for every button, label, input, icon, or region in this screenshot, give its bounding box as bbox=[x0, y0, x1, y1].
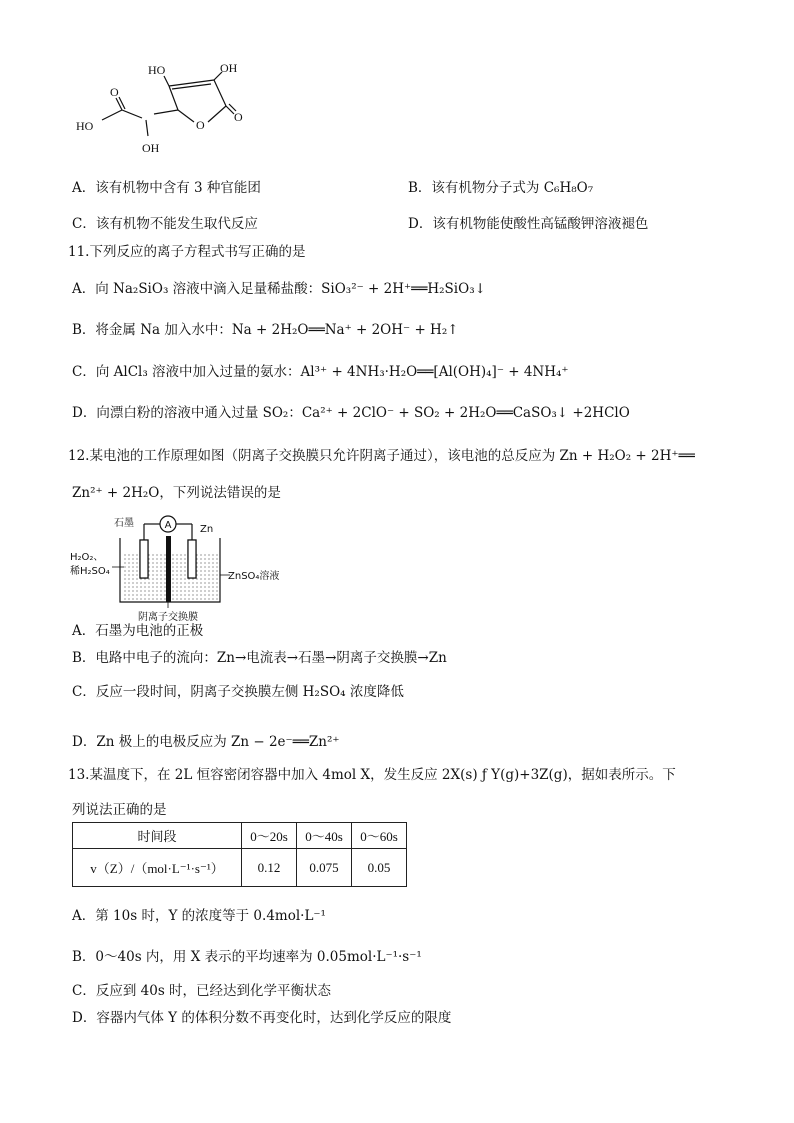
membrane-label: 阴离子交换膜 bbox=[138, 612, 198, 623]
table-value-20s: 0.12 bbox=[242, 849, 297, 887]
left-solution-label-1: H₂O₂、 bbox=[70, 552, 104, 563]
table-value-60s: 0.05 bbox=[352, 849, 407, 887]
q12-option-d: D．Zn 极上的电极反应为 Zn − 2e⁻══Zn²⁺ bbox=[72, 734, 340, 750]
q11-option-c: C．向 AlCl₃ 溶液中加入过量的氨水：Al³⁺ + 4NH₃·H₂O══[Al(OH)₄]⁻ + 4NH₄⁺ bbox=[72, 364, 569, 380]
table-header-period: 时间段 bbox=[73, 823, 242, 849]
q10-option-c: C．该有机物不能发生取代反应 bbox=[72, 216, 258, 232]
q12-option-b: B．电路中电子的流向：Zn→电流表→石墨→阴离子交换膜→Zn bbox=[72, 650, 447, 666]
mol-label-carboxyl-o: O bbox=[110, 85, 119, 99]
q13-stem-line1: 13.某温度下，在 2L 恒容密闭容器中加入 4mol X，发生反应 2X(s) ƒ Y(g)+3Z(g)，据如表所示。下 bbox=[68, 767, 676, 783]
mol-label-side-oh: OH bbox=[142, 141, 160, 155]
table-header-40s: 0～40s bbox=[297, 823, 352, 849]
q13-option-a: A．第 10s 时，Y 的浓度等于 0.4mol·L⁻¹ bbox=[72, 908, 326, 924]
q11-option-a: A．向 Na₂SiO₃ 溶液中滴入足量稀盐酸：SiO₃²⁻ + 2H⁺══H₂SiO₃↓ bbox=[72, 281, 486, 297]
membrane-icon bbox=[166, 536, 171, 602]
mol-label-oh-right: OH bbox=[220, 61, 238, 75]
q13-option-c: C．反应到 40s 时，已经达到化学平衡状态 bbox=[72, 983, 332, 999]
q10-option-a: A．该有机物中含有 3 种官能团 bbox=[72, 180, 261, 196]
q13-option-b: B．0～40s 内，用 X 表示的平均速率为 0.05mol·L⁻¹·s⁻¹ bbox=[72, 949, 422, 965]
mol-label-carboxyl-ho: HO bbox=[76, 119, 94, 133]
molecule-structure bbox=[66, 58, 256, 168]
q11-option-b: B．将金属 Na 加入水中：Na + 2H₂O══Na⁺ + 2OH⁻ + H₂↑ bbox=[72, 322, 459, 338]
q10-option-b: B．该有机物分子式为 C₆H₈O₇ bbox=[408, 180, 594, 196]
q11-option-d: D．向漂白粉的溶液中通入过量 SO₂：Ca²⁺ + 2ClO⁻ + SO₂ + 2H₂O══CaSO₃↓ +2HClO bbox=[72, 405, 630, 421]
left-solution-label-2: 稀H₂SO₄ bbox=[70, 566, 110, 577]
q10-option-d: D．该有机物能使酸性高锰酸钾溶液褪色 bbox=[408, 216, 649, 232]
rate-table bbox=[72, 822, 407, 887]
mol-label-ho-left: HO bbox=[148, 63, 166, 77]
table-value-40s: 0.075 bbox=[297, 849, 352, 887]
q12-option-a: A．石墨为电池的正极 bbox=[72, 623, 204, 639]
right-solution-label: ZnSO₄溶液 bbox=[228, 571, 280, 582]
q12-stem-line1: 12.某电池的工作原理如图（阴离子交换膜只允许阴离子通过），该电池的总反应为 Zn + H₂O₂ + 2H⁺══ bbox=[68, 448, 695, 464]
table-header-60s: 0～60s bbox=[352, 823, 407, 849]
q12-stem-line2: Zn²⁺ + 2H₂O，下列说法错误的是 bbox=[72, 485, 281, 501]
mol-label-carbonyl-o: O bbox=[234, 110, 243, 124]
q13-stem-line2: 列说法正确的是 bbox=[72, 802, 167, 818]
ammeter-label: A bbox=[164, 520, 172, 531]
mol-label-ring-o: O bbox=[196, 118, 205, 132]
q11-stem: 11.下列反应的离子方程式书写正确的是 bbox=[68, 244, 306, 260]
table-header-20s: 0～20s bbox=[242, 823, 297, 849]
table-row-label: v（Z）/（mol·L⁻¹·s⁻¹） bbox=[73, 849, 242, 887]
battery-diagram bbox=[68, 510, 298, 625]
graphite-label: 石墨 bbox=[114, 518, 134, 529]
q13-option-d: D．容器内气体 Y 的体积分数不再变化时，达到化学反应的限度 bbox=[72, 1010, 452, 1026]
q12-option-c: C．反应一段时间，阴离子交换膜左侧 H₂SO₄ 浓度降低 bbox=[72, 684, 404, 700]
zn-label: Zn bbox=[200, 524, 214, 535]
